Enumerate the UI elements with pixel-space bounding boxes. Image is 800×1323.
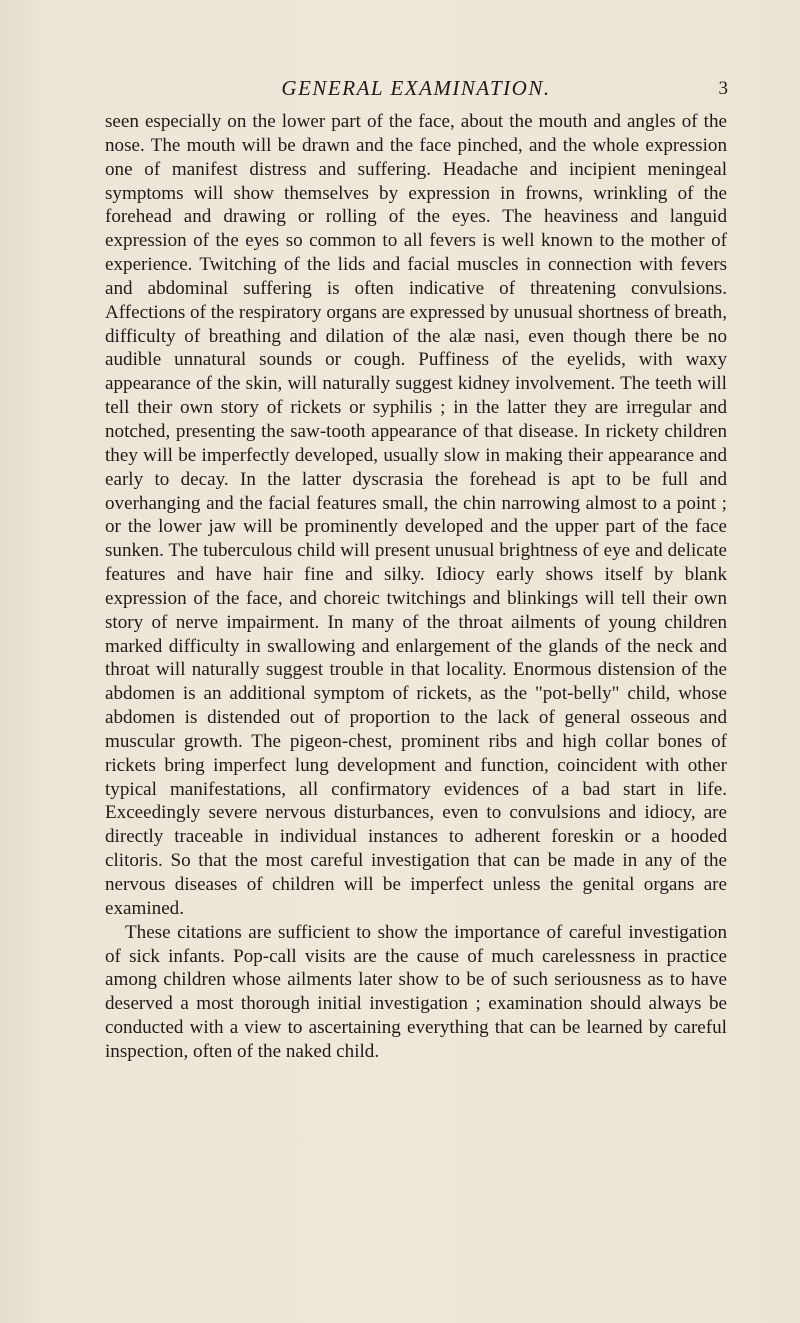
page-header [104, 76, 728, 104]
page-number: 3 [718, 78, 728, 99]
paragraph-continued: seen especially on the lower part of the face, about the mouth and angles of the nose. The mouth will be drawn and the face pinched, and the whole expression one of manifest distress and suffering. Headache and incipient meningeal symptoms will show themselves by expression in frowns, wrinkling of the forehead and drawing or rolling of the eyes. The heaviness and languid expression of the eyes so common to all fevers is well known to the mother of experience. Twitching of the lids and facial muscles in connection with fevers and abdominal suffering is often indicative of threatening convulsions. Affections of the respiratory organs are expressed by unusual shortness of breath, difficulty of breathing and dilation of the alæ nasi, even though there be no audible unnatural sounds or cough. Puffiness of the eyelids, with waxy appearance of the skin, will naturally suggest kidney involvement. The teeth will tell their own story of rickets or syphilis ; in the latter they are irregular and notched, presenting the saw-tooth appearance of that disease. In rickety children they will be imperfectly developed, usually slow in making their appearance and early to decay. In the latter dyscrasia the forehead is apt to be full and overhanging and the facial features small, the chin narrowing almost to a point ; or the lower jaw will be prominently developed and the upper part of the face sunken. The tuberculous child will present unusual brightness of eye and delicate features and have hair fine and silky. Idiocy early shows itself by blank expression of the face, and choreic twitchings and blinkings will tell their own story of nerve impairment. In many of the throat ailments of young children marked difficulty in swallowing and enlargement of the glands of the neck and throat will naturally suggest trouble in that locality. Enormous distension of the abdomen is an additional symptom of rickets, as the "pot-belly" child, whose abdomen is distended out of proportion to the lack of general osseous and muscular growth. The pigeon-chest, prominent ribs and high collar bones of rickets bring imperfect lung development and function, coincident with other typical manifestations, all confirmatory evidences of a bad start in life. Exceedingly severe nervous disturbances, even to convulsions and idiocy, are directly traceable in individual instances to adherent foreskin or a hooded clitoris. So that the most careful investigation that can be made in any of the nervous diseases of children will be imperfect unless the genital organs are examined. [105, 111, 727, 919]
body-text [105, 110, 727, 1064]
paragraph-citations: These citations are sufficient to show the importance of careful investigation of sick infants. Pop-call visits are the cause of much carelessness in practice among children whose ailments later show to be of such seriousness as to have deserved a most thorough initial investigation ; examination should always be conducted with a view to ascertaining everything that can be learned by careful inspection, often of the naked child. [105, 921, 727, 1062]
running-head: GENERAL EXAMINATION. [281, 76, 551, 100]
